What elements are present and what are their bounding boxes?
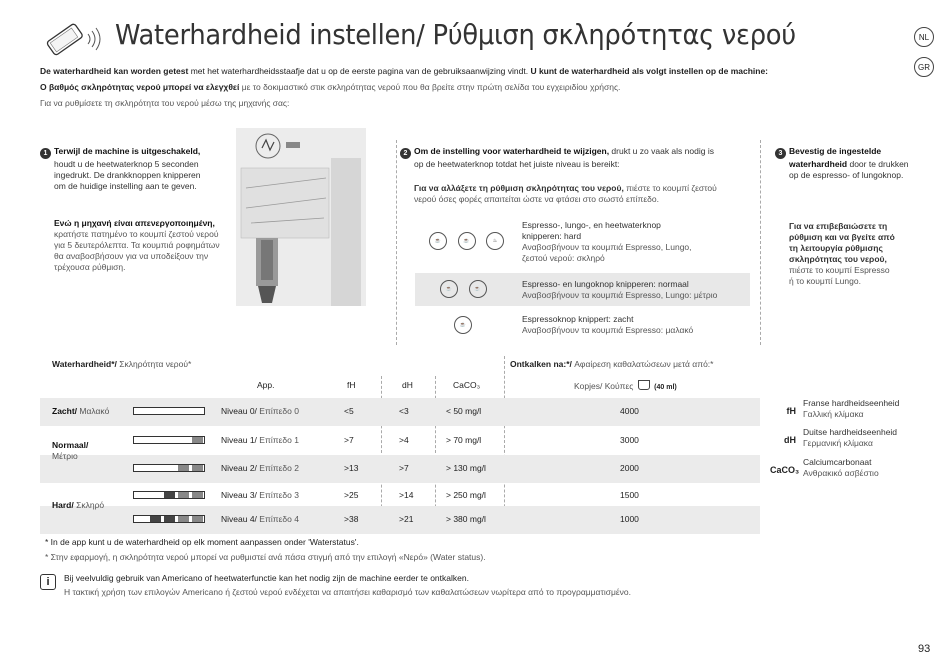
step2-gr: Για να αλλάξετε τη ρύθμιση σκληρότητας του νερού, πιέστε το κουμπί ζεστού νερού όσες φορές απαιτείται ώστε να φτάσει στο σωστό επίπεδο. xyxy=(414,183,717,204)
espresso-button-icon: ☕ xyxy=(440,280,458,298)
legend-desc: Franse hardheidseenheid Γαλλική κλίμακα xyxy=(803,398,900,419)
step-number-2: 2 xyxy=(400,148,411,159)
step3-nl: 3 Bevestig de ingestelde waterhardheid door te drukken op de espresso- of lungoknop. xyxy=(775,146,935,181)
col-header-dh: dH xyxy=(402,380,413,390)
table-title-left: Waterhardheid*/ Σκληρότητα νερού* xyxy=(52,359,192,369)
lang-badge-gr: GR xyxy=(914,57,934,77)
page-title: Waterhardheid instellen/ Ρύθμιση σκληρότητας νερού xyxy=(115,18,796,51)
level-bar-segment xyxy=(178,465,189,471)
dh-value: >14 xyxy=(399,490,414,500)
intro-nl: De waterhardheid kan worden getest met het waterhardheidsstaafje dat u op de eerste pagina van de gebruiksaanwijzing vindt. U kunt de waterhardheid als volgt instellen op de machine: xyxy=(40,66,769,76)
step1-nl: 1 Terwijl de machine is uitgeschakeld, houdt u de heetwaterknop 5 seconden ingedrukt. De drankknoppen knipperen om de huidige instelling aan te geven. xyxy=(40,146,235,192)
page-number: 93 xyxy=(918,643,931,655)
level-bar xyxy=(133,464,205,472)
caco3-value: < 50 mg/l xyxy=(446,406,482,416)
fh-value: >38 xyxy=(344,514,359,524)
level-bar xyxy=(133,515,205,523)
level-bar-segment xyxy=(150,516,161,522)
level-bar-segment xyxy=(192,465,203,471)
level-bar-segment xyxy=(178,492,189,498)
level-bar-segment xyxy=(192,492,203,498)
cups-value: 2000 xyxy=(620,463,639,473)
dh-value: >7 xyxy=(399,463,409,473)
caco3-value: > 380 mg/l xyxy=(446,514,486,524)
col-header-caco3: CaCO₃ xyxy=(453,380,481,390)
caco3-value: > 130 mg/l xyxy=(446,463,486,473)
legend-key: dH xyxy=(784,435,796,445)
level-bar xyxy=(133,436,205,444)
col-header-app: App. xyxy=(257,380,275,390)
caco3-value: > 250 mg/l xyxy=(446,490,486,500)
intro-gr-line2: Για να ρυθμίσετε τη σκληρότητα του νερού μέσω της μηχανής σας: xyxy=(40,98,290,108)
lang-badge-nl: NL xyxy=(914,27,934,47)
cups-value: 1500 xyxy=(620,490,639,500)
step3-gr: Για να επιβεβαιώσετε τη ρύθμιση και να βγείτε από τη λειτουργία ρύθμισης σκληρότητας του νερού, πιέστε το κουμπί Espresso ή το κουμπί Lungo. xyxy=(789,221,895,286)
level-bar xyxy=(133,491,205,499)
dh-value: <3 xyxy=(399,406,409,416)
intro-gr: Ο βαθμός σκληρότητας νερού μπορεί να ελεγχθεί με το δοκιμαστικό στικ σκληρότητας νερού που θα βρείτε στην πρώτη σελίδα του εγχειριδίου χρήσης. xyxy=(40,82,621,92)
level-bar-segment xyxy=(164,492,175,498)
blinking-buttons xyxy=(450,316,476,334)
legend-desc: Calciumcarbonaat Ανθρακικό ασβέστιο xyxy=(803,457,879,478)
level-bar-segment xyxy=(192,516,203,522)
caco3-value: > 70 mg/l xyxy=(446,435,482,445)
col-header-cups: Kopjes/ Κούπες (40 ml) xyxy=(574,381,677,391)
fh-value: <5 xyxy=(344,406,354,416)
footnote-gr: * Στην εφαρμογή, η σκληρότητα νερού μπορεί να ρυθμιστεί ανά πάσα στιγμή από την επιλογή «Νερό» (Water status). xyxy=(45,552,486,562)
legend-desc: Duitse hardheidseenheid Γερμανική κλίμακα xyxy=(803,427,898,448)
info-icon: i xyxy=(40,574,56,590)
column-divider xyxy=(396,140,397,345)
dh-value: >4 xyxy=(399,435,409,445)
phone-wifi-icon xyxy=(42,22,108,56)
level-bar-segment xyxy=(164,516,175,522)
legend-key: CaCO₃ xyxy=(770,465,800,475)
lungo-button-icon: ☕ xyxy=(458,232,476,250)
blinking-buttons xyxy=(436,280,491,298)
cup-icon xyxy=(638,380,650,390)
column-divider xyxy=(760,140,761,345)
group-label-normal: Normaal/ Μέτριο xyxy=(52,440,89,461)
level-label: Niveau 4/ Επίπεδο 4 xyxy=(221,514,299,524)
info-nl: Bij veelvuldig gebruik van Americano of heetwaterfunctie kan het nodig zijn de machine eerder te ontkalken. xyxy=(64,573,469,583)
fh-value: >13 xyxy=(344,463,359,473)
lungo-button-icon: ☕ xyxy=(469,280,487,298)
cups-value: 1000 xyxy=(620,514,639,524)
espresso-button-icon: ☕ xyxy=(429,232,447,250)
option-normal: ☕ ☕ Espresso- en lungoknop knipperen: normaal Αναβοσβήνουν τα κουμπιά Espresso, Lungo: μέτριο xyxy=(415,273,750,306)
col-header-fh: fH xyxy=(347,380,356,390)
level-label: Niveau 1/ Επίπεδο 1 xyxy=(221,435,299,445)
hot-water-button-icon: ♨ xyxy=(486,232,504,250)
option-soft: ☕ Espressoknop knippert: zacht Αναβοσβήνουν τα κουμπιά Espresso: μαλακό xyxy=(415,310,750,342)
step2-nl: 2 Om de instelling voor waterhardheid te wijzigen, drukt u zo vaak als nodig is op de heetwaterknop totdat het juiste niveau is bereikt: xyxy=(400,146,750,170)
machine-photo xyxy=(236,128,366,306)
info-gr: Η τακτική χρήση των επιλογών Americano ή ζεστού νερού ενδέχεται να απαιτήσει καθαρισμό των καθαλατώσεων νωρίτερα από το προγραμματισμένο. xyxy=(64,587,631,597)
group-label-soft: Zacht/ Μαλακό xyxy=(52,406,110,416)
cups-value: 3000 xyxy=(620,435,639,445)
fh-value: >7 xyxy=(344,435,354,445)
level-label: Niveau 0/ Επίπεδο 0 xyxy=(221,406,299,416)
footnote-nl: * In de app kunt u de waterhardheid op elk moment aanpassen onder 'Waterstatus'. xyxy=(45,537,359,547)
table-title-right: Ontkalken na:*/ Αφαίρεση καθαλατώσεων μετά από:* xyxy=(510,359,714,369)
legend-key: fH xyxy=(786,406,796,416)
group-label-hard: Hard/ Σκληρό xyxy=(52,500,105,510)
step-number-1: 1 xyxy=(40,148,51,159)
blinking-buttons xyxy=(425,232,508,250)
level-bar-segment xyxy=(178,516,189,522)
level-bar xyxy=(133,407,205,415)
level-label: Niveau 3/ Επίπεδο 3 xyxy=(221,490,299,500)
espresso-button-icon: ☕ xyxy=(454,316,472,334)
option-hard: ☕ ☕ ♨ Espresso-, lungo-, en heetwaterknop knipperen: hard Αναβοσβήνουν τα κουμπιά Espresso, Lungo, ζεστού νερού: σκληρό xyxy=(415,217,750,269)
step1-gr: Ενώ η μηχανή είναι απενεργοποιημένη, κρατήστε πατημένο το κουμπί ζεστού νερού για 5 δευτερόλεπτα. Τα κουμπιά ροφημάτων θα αναβοσβήσουν για να υποδείξουν την τρέχουσα ρύθμιση. xyxy=(54,218,220,272)
level-label: Niveau 2/ Επίπεδο 2 xyxy=(221,463,299,473)
step-number-3: 3 xyxy=(775,148,786,159)
fh-value: >25 xyxy=(344,490,359,500)
dh-value: >21 xyxy=(399,514,414,524)
level-bar-segment xyxy=(192,437,203,443)
cups-value: 4000 xyxy=(620,406,639,416)
